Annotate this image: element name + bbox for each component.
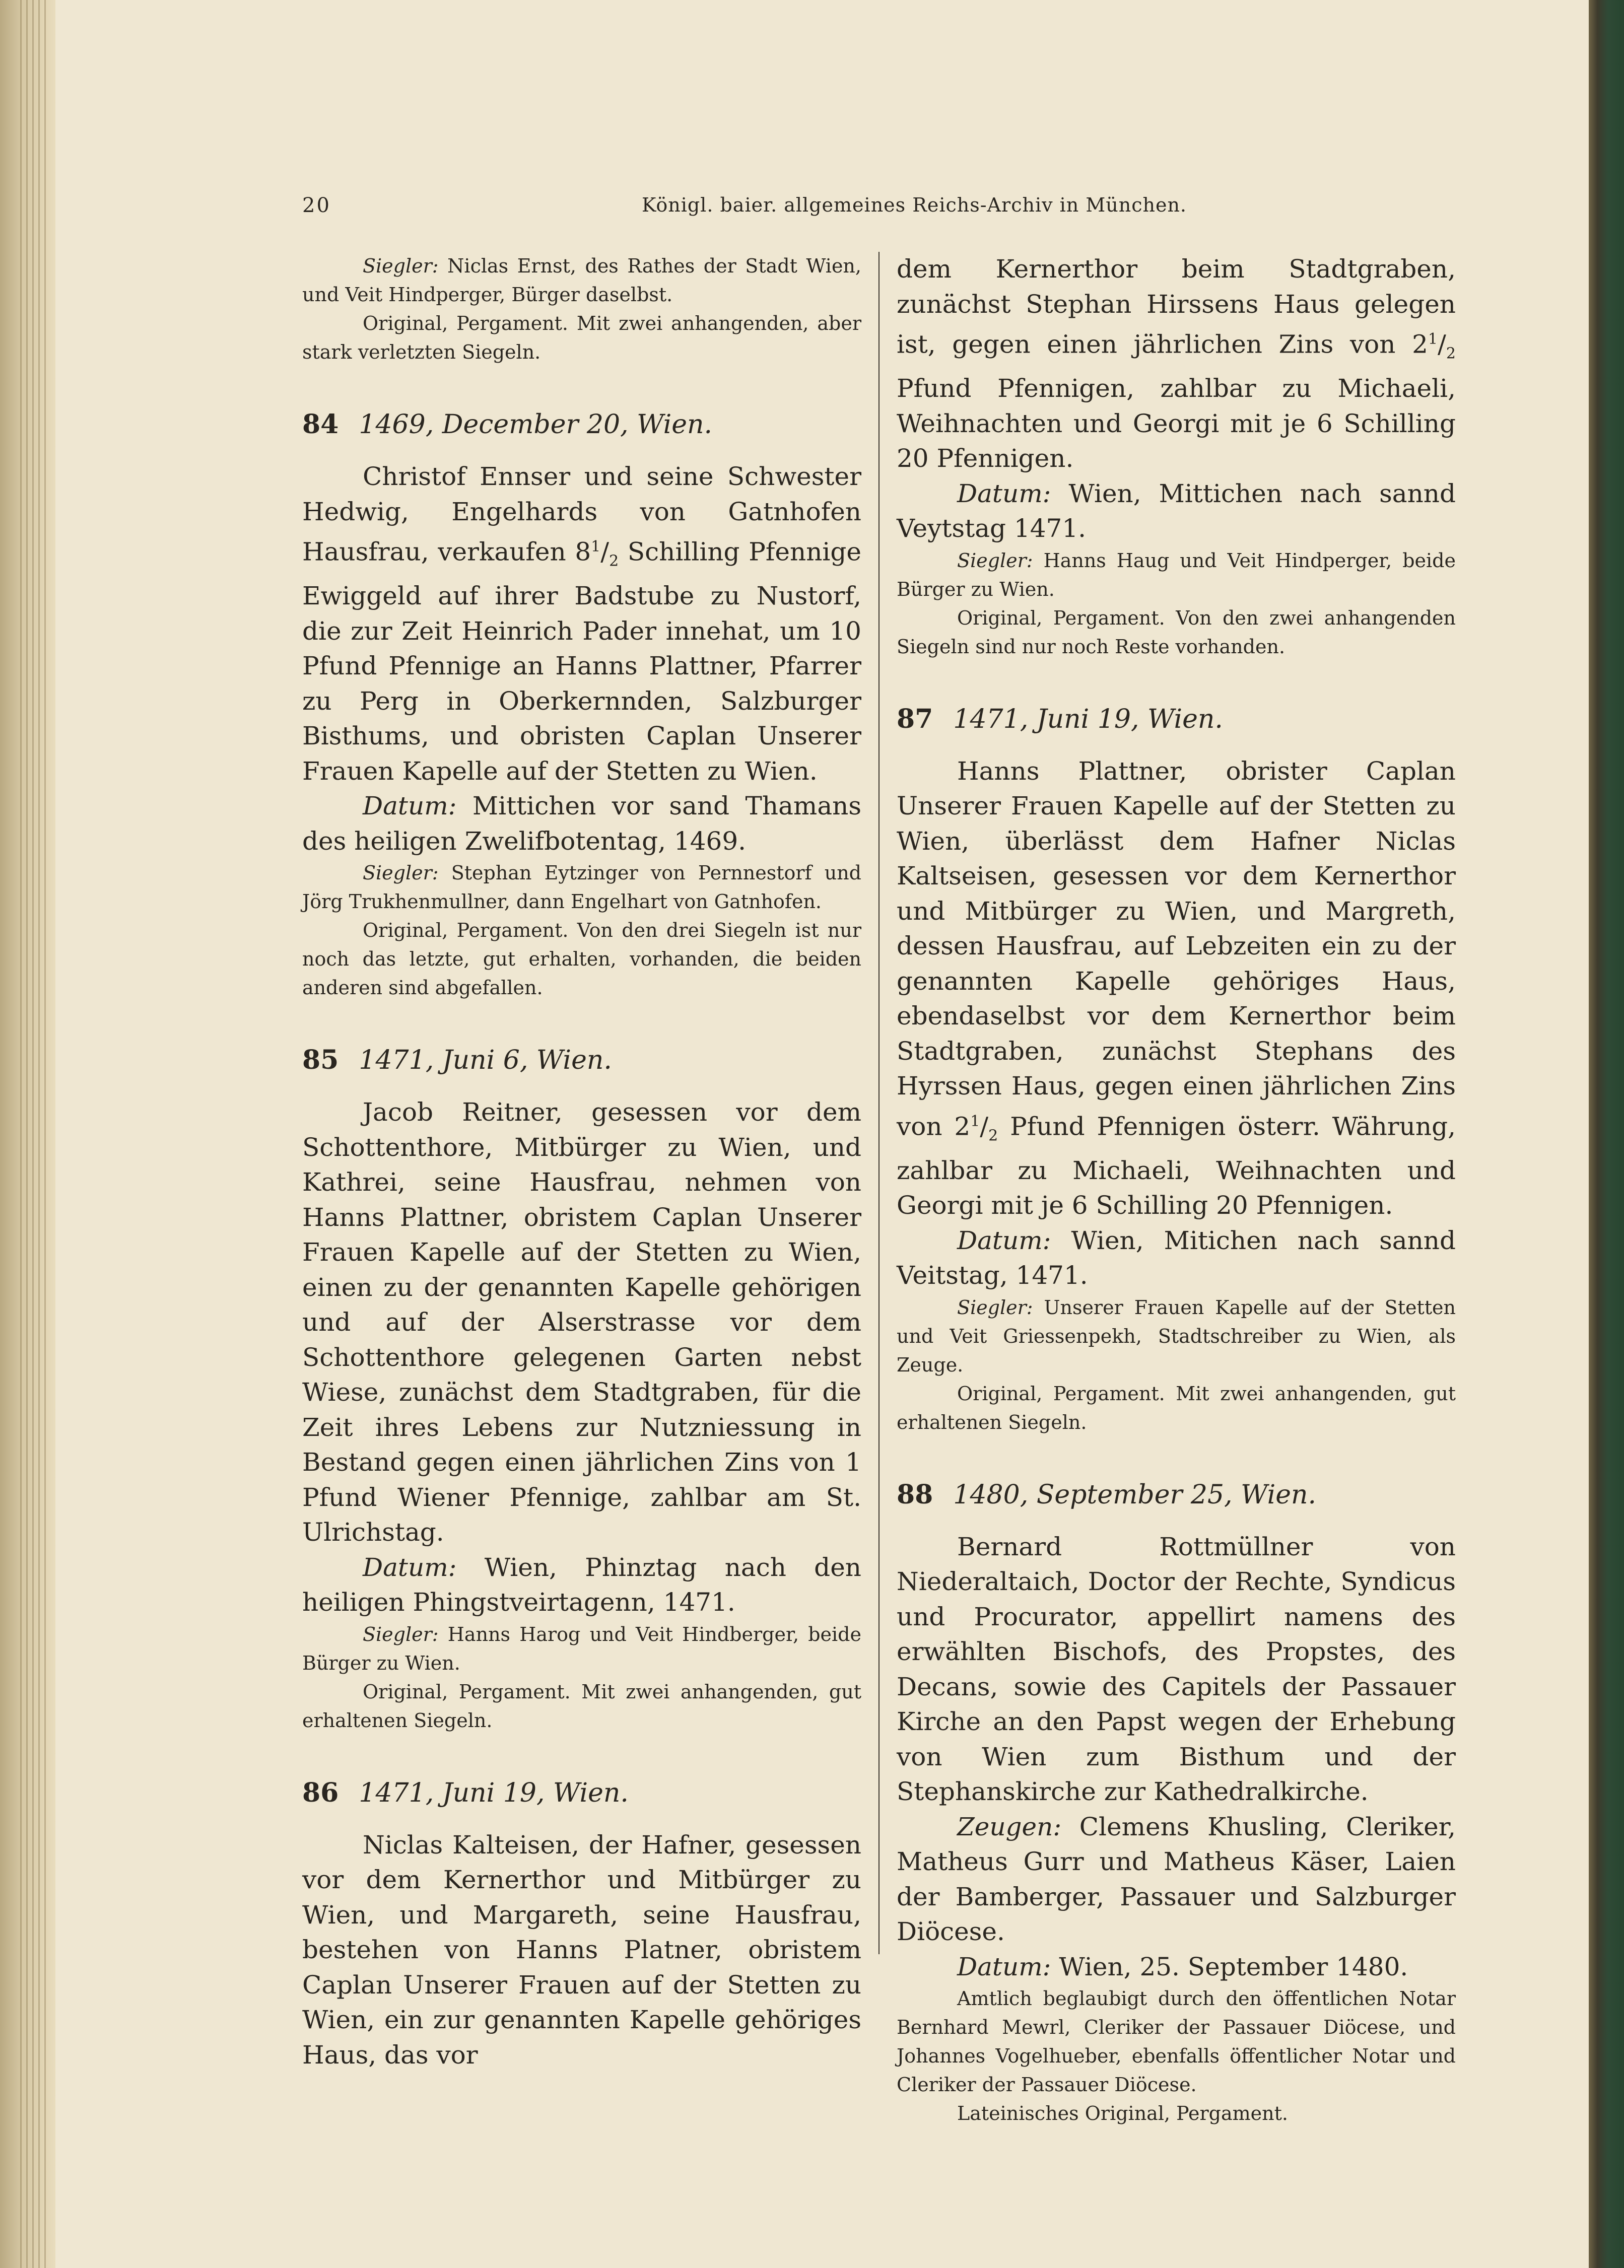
fraction-numerator: 1: [1428, 330, 1438, 348]
entry-86-siegler: [897, 546, 1456, 604]
entry-84-heading: [302, 407, 861, 442]
entry-number: 85: [302, 1045, 339, 1076]
siegler-label: Siegler:: [363, 862, 439, 884]
entry-87-heading: [897, 702, 1456, 737]
page-number: 20: [302, 194, 331, 217]
entry-number: 84: [302, 409, 339, 440]
datum-text: Wien, Mittichen nach sannd Veytstag 1471.: [897, 478, 1456, 543]
fraction-denominator: 2: [988, 1127, 998, 1145]
zeugen-label: Zeugen:: [957, 1812, 1062, 1841]
siegler-text: Niclas Ernst, des Rathes der Stadt Wien, und Veit Hindperger, Bürger daselbst.: [302, 255, 861, 306]
body-text: Hanns Plattner, obrister Caplan Unserer Frauen Kapelle auf der Stetten zu Wien, überlässt dem Hafner Niclas Kaltseisen, gesessen vor dem Kernerthor und Mitbürger zu Wien, und Margreth, dessen Hausfrau, auf Lebzeiten ein zu der genannten Kapelle gehöriges Haus, ebendaselbst vor dem Kernerthor beim Stadtgraben, zunächst Stephans des Hyrssen Haus, gegen einen jährlichen Zins von 2: [897, 756, 1456, 1141]
datum-text: Wien, Phinztag nach den heiligen Phingstveirtagenn, 1471.: [302, 1552, 861, 1617]
entry-86-original: Original, Pergament. Von den zwei anhangenden Siegeln sind nur noch Reste vorhanden.: [897, 606, 1456, 658]
binding-edge-lines: [20, 0, 50, 2268]
right-column: [897, 252, 1456, 2128]
siegler-label: Siegler:: [957, 1296, 1033, 1319]
book-cover-edge: [1589, 0, 1624, 2268]
datum-label: Datum:: [957, 1225, 1051, 1255]
entry-number: 87: [897, 703, 933, 734]
running-head: [302, 194, 1526, 224]
entry-number: 86: [302, 1777, 339, 1808]
entry-date: 1480, September 25, Wien.: [953, 1479, 1317, 1510]
column-divider: [878, 252, 879, 1954]
body-text: Schilling Pfennige Ewiggeld auf ihrer Badstube zu Nustorf, die zur Zeit Heinrich Pader innehat, um 10 Pfund Pfennige an Hanns Plattner, Pfarrer zu Perg in Oberkernnden, Salzburger Bisthums, und obristen Caplan Unserer Frauen Kapelle auf der Stetten zu Wien.: [302, 537, 862, 786]
entry-87-original: Original, Pergament. Mit zwei anhangenden, gut erhaltenen Siegeln.: [897, 1382, 1456, 1433]
siegler-line: [302, 252, 861, 309]
siegler-label: Siegler:: [957, 549, 1033, 572]
entry-85-body: Jacob Reitner, gesessen vor dem Schottenthore, Mitbürger zu Wien, und Kathrei, seine Hausfrau, nehmen von Hanns Plattner, obristem Caplan Unserer Frauen Kapelle auf der Stetten zu Wien, einen zu der genannten Kapelle gehörigen und auf der Alserstrasse vor dem Schottenthore gelegenen Garten nebst Wiese, zunächst dem Stadtgraben, für die Zeit ihres Lebens zur Nutzniessung in Bestand gegen einen jährlichen Zins von 1 Pfund Wiener Pfennige, zahlbar am St. Ulrichstag.: [302, 1097, 861, 1547]
body-text: Pfund Pfennigen österr. Währung, zahlbar zu Michaeli, Weihnachten und Georgi mit je 6 Schilling 20 Pfennigen.: [897, 1112, 1456, 1220]
fraction-numerator: 1: [970, 1112, 980, 1130]
entry-date: 1471, Juni 6, Wien.: [359, 1045, 612, 1076]
original-note: Original, Pergament. Mit zwei anhangenden, aber stark verletzten Siegeln.: [302, 312, 861, 363]
entry-date: 1471, Juni 19, Wien.: [359, 1777, 629, 1808]
fraction-denominator: 2: [1446, 345, 1456, 363]
siegler-text: Stephan Eytzinger von Pernnestorf und Jörg Trukhenmullner, dann Engelhart von Gatnhofen.: [302, 862, 861, 913]
running-head-title: Königl. baier. allgemeines Reichs-Archiv in München.: [641, 194, 1187, 216]
entry-85-datum: [302, 1550, 861, 1620]
left-column: [302, 252, 861, 2073]
entry-87-body: Hanns Plattner, obrister Caplan Unserer Frauen Kapelle auf der Stetten zu Wien, überlässt dem Hafner Niclas Kaltseisen, gesessen vor dem Kernerthor und Mitbürger zu Wien, und Margreth, dessen Hausfrau, auf Lebzeiten ein zu der genannten Kapelle gehöriges Haus, ebendaselbst vor dem Kernerthor beim Stadtgraben, zunächst Stephans des Hyrssen Haus, gegen einen jährlichen Zins von $2^1/_2$ Pfund Pfennigen österr. Währung, zahlbar zu Michaeli, Weihnachten und Georgi mit je 6 Schilling 20 Pfennigen.: [897, 756, 1456, 1220]
entry-84-siegler: [302, 859, 861, 916]
entry-84-body: Christof Ennser und seine Schwester Hedwig, Engelhards von Gatnhofen Hausfrau, verkaufen $8^1/_2$ Schilling Pfennige Ewiggeld auf ihrer Badstube zu Nustorf, die zur Zeit Heinrich Pader innehat, um 10 Pfund Pfennige an Hanns Plattner, Pfarrer zu Perg in Oberkernnden, Salzburger Bisthums, und obristen Caplan Unserer Frauen Kapelle auf der Stetten zu Wien.: [302, 462, 862, 786]
fraction-denominator: 2: [609, 552, 619, 570]
entry-85-heading: [302, 1043, 861, 1078]
siegler-text: Hanns Harog und Veit Hindberger, beide Bürger zu Wien.: [302, 1623, 861, 1674]
fraction-numerator: 1: [591, 538, 601, 556]
entry-85-original: Original, Pergament. Mit zwei anhangenden, gut erhaltenen Siegeln.: [302, 1680, 861, 1732]
datum-text: Mittichen vor sand Thamans des heiligen Zwelifbotentag, 1469.: [302, 791, 861, 856]
entry-86-heading: [302, 1775, 861, 1811]
entry-number: 88: [897, 1479, 933, 1510]
body-text: dem Kernerthor beim Stadtgraben, zunächst Stephan Hirssens Haus gelegen ist, gegen einen jährlichen Zins von 2: [897, 254, 1456, 359]
entry-88-heading: [897, 1477, 1456, 1513]
entry-87-datum: [897, 1223, 1456, 1293]
zeugen-text: Clemens Khusling, Cleriker, Matheus Gurr und Matheus Käser, Laien der Bamberger, Passauer und Salzburger Diöcese.: [897, 1812, 1456, 1947]
entry-88-datum: [897, 1950, 1456, 1985]
datum-label: Datum:: [957, 478, 1051, 508]
entry-84-datum: [302, 789, 861, 859]
entry-86-body-continued: dem Kernerthor beim Stadtgraben, zunächst Stephan Hirssens Haus gelegen ist, gegen einen jährlichen Zins von $2^1/_2$ Pfund Pfennigen, zahlbar zu Michaeli, Weihnachten und Georgi mit je 6 Schilling 20 Pfennigen.: [897, 254, 1456, 473]
body-text: Christof Ennser und seine Schwester Hedwig, Engelhards von Gatnhofen Hausfrau, verkaufen 8: [302, 462, 861, 567]
datum-label: Datum:: [957, 1952, 1051, 1981]
datum-label: Datum:: [363, 791, 457, 821]
body-text: Pfund Pfennigen, zahlbar zu Michaeli, Weihnachten und Georgi mit je 6 Schilling 20 Pfennigen.: [897, 374, 1456, 473]
entry-85-siegler: [302, 1620, 861, 1678]
siegler-text: Hanns Haug und Veit Hindperger, beide Bürger zu Wien.: [897, 549, 1456, 600]
entry-87-siegler: [897, 1293, 1456, 1380]
siegler-text: Unserer Frauen Kapelle auf der Stetten und Veit Griessenpekh, Stadtschreiber zu Wien, als Zeuge.: [897, 1296, 1456, 1376]
siegler-label: Siegler:: [363, 1623, 439, 1645]
entry-84-original: Original, Pergament. Von den drei Siegeln ist nur noch das letzte, gut erhalten, vorhanden, die beiden anderen sind abgefallen.: [302, 919, 861, 999]
entry-86-body: Niclas Kalteisen, der Hafner, gesessen vor dem Kernerthor und Mitbürger zu Wien, und Margareth, seine Hausfrau, bestehen von Hanns Platner, obristem Caplan Unserer Frauen auf der Stetten zu Wien, ein zur genannten Kapelle gehöriges Haus, das vor: [302, 1830, 861, 2070]
datum-text: Wien, 25. September 1480.: [1059, 1952, 1408, 1981]
entry-date: 1471, Juni 19, Wien.: [953, 704, 1223, 734]
entry-88-original: Lateinisches Original, Pergament.: [957, 2102, 1288, 2125]
entry-88-body: Bernard Rottmüllner von Niederaltaich, Doctor der Rechte, Syndicus und Procurator, appellirt namens des erwählten Bischofs, des Propstes, des Decans, sowie des Capitels der Passauer Kirche an den Papst wegen der Erhebung von Wien zum Bisthum und der Stephanskirche zur Kathedralkirche.: [897, 1532, 1456, 1807]
entry-86-datum: [897, 476, 1456, 546]
datum-label: Datum:: [363, 1552, 457, 1582]
entry-88-zeugen: [897, 1810, 1456, 1950]
datum-text: Wien, Mitichen nach sannd Veitstag, 1471.: [897, 1225, 1456, 1290]
entry-date: 1469, December 20, Wien.: [359, 409, 713, 440]
siegler-label: Siegler:: [363, 255, 439, 277]
entry-88-beglaubigung: Amtlich beglaubigt durch den öffentlichen Notar Bernhard Mewrl, Cleriker der Passauer Diöcese, und Johannes Vogelhueber, ebenfalls öffentlicher Notar und Cleriker der Passauer Diöcese.: [897, 1987, 1456, 2096]
